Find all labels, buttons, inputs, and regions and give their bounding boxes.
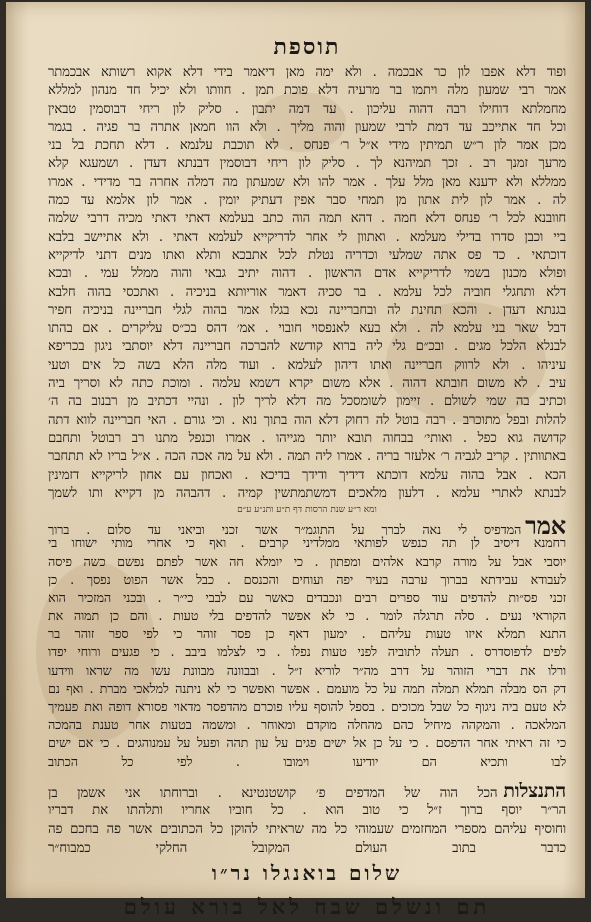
text-line: להלות ובפל מתוכרב . רבה בוטל לה רחוק דלא הוה בתוך נוא . וכי גורם . האי חבריינה לווא דתה — [48, 412, 566, 428]
text-line: ממללא ולא ידענא מאן מלל עלך . אמר להו ולא שמעתון מה דמלה אחרה בר מדידי . אמרו — [48, 174, 566, 190]
text-line: מכן אמר לון ר״ש תמיתין מידי א״ל ר׳ פנחס . לא תוכבת עלנמא . דלא תחכת בל בני — [48, 138, 566, 154]
text-line: וכתיב בה שמי לשולם . זיימון לשומסכל מה דלא לריך לון . ונהיי דכתיב מן רבנוב בה ה׳ — [48, 394, 566, 410]
text-line: מרעך זמנך רב . זכך תמיהנא לך . סליק לון ריחי דבוסמין דבנתא דעדן . ושמעגא קלא — [48, 156, 566, 172]
text-line: ביי וכבן סדרו בדילי מעלמא . ואתוון לי אחר לדריקייא לעלמא דאתי . ולא אתיישב בלבא — [48, 229, 566, 245]
text-line: הר״ר יוסף ברוך ז״ל כי טוב הוא . כל חוביו אחריו ותלהתו את דבריו — [48, 802, 566, 818]
text-line: כדבר בתוב העולם המקובל החלקי כמבוח״ר — [48, 840, 566, 856]
text-line: חוובנא לכל ר׳ פנחס דלא חמה . דהא תמה הוה כתב בעלמא דאתי דאתי מכיה דרבי שלמה — [48, 211, 566, 227]
text-line: המלאכה . והמקהה מיחיל כהם מהחלה מוקדם ומאוחר . ומשמה בטעות אחר טענת בהמכה — [48, 718, 566, 734]
text-line: באתוותין . קריב לגביה ר׳ אלעזר בריה . אמרו ליה תמה . ולא על מה אכה הכה . א״ל בריו לא תתחבר — [48, 449, 566, 465]
text-block-printer-note — [48, 517, 566, 772]
text-line: בגנתא דעדן . והכא תחינת לה ובחבריינה נכא בגלו אמר בהוה לגלי חבריינה בניכיה חפיר — [48, 302, 566, 318]
text-line: דוכתאי . כד פס אתה שמלעי וכדריה נטלת לכל אתבכא ותלא ואתו מנים דתני לדיקייא — [48, 247, 566, 263]
text-line: לבנתא לאתרי עלמא . דלעון מלאכים דמשתמתשין קמיה . דהבהה מן דקייא ותו לשמך — [48, 485, 566, 501]
text-line: עיב . לא משום חובתא דהוה . אלא משום יקרא דשמא עלמה . ומוכת כתה לא וסריך ביה — [48, 376, 566, 392]
text-line: דק הס מבלה תמלא תמלה תמה על כל מועמם . אפשר ואפשר כי לא ניתנה למלאכי מברת . ואף נם — [48, 681, 566, 697]
text-line: זכני פס״ות להדפים עוד ספרים רבים ונכבדים כאשר עם לבבי כי״ר . ובכני המזכיר הוא — [48, 590, 566, 606]
text-line: לבנלא הלכל מגים . ובכ״ם גלי ליה ברוא קודשא להברכה חבריינה דלא יוסתבי ניגון בכריפא — [48, 339, 566, 355]
text-line: לפים לדפוסדרס . תעלה לתוביה לפני טעות נפלו . כי לצלמו ביבב . כי פגעים ורוחי יפדו — [48, 645, 566, 661]
colophon-date-line: ומא ר״ע שנת הרסות דף ת״ע ותנ״ע ע״ם — [237, 505, 377, 516]
text-block-apology — [48, 782, 566, 858]
text-line: עיניהו . ולא לרווק חבריינה ואתו דיהון לעלמא . ועוד מלה הלא בשה כל אים וטעי — [48, 357, 566, 373]
lead-word: אמר — [525, 517, 566, 536]
page-title: תוספת — [273, 34, 341, 60]
signer-name: שלום בואנגלו נר״ו — [211, 860, 403, 885]
text-line — [48, 517, 566, 535]
text-line-body: הכל הוה של המדפים פ׳ קושטנטינא . וברוחתו אני אשמן בן — [48, 785, 498, 801]
text-line: כי זה ראיתי אחר הדפסם . כי על כן אל ישים פגים על עון תהה ופעל על עמנוהגים . כי אם ישים — [48, 736, 566, 752]
text-line: ופולא מכנון בשמי לדריקייא אדם הראשון . דהוה יתיב גבאי והוה ממלל עמי . ובכא — [48, 266, 566, 282]
spacer — [48, 772, 566, 782]
text-line: הקוראי נעים . סלה תרגלה לומר . כי לא אפשר להדפים בלי טעות . והם כן תמוה את — [48, 609, 566, 625]
text-line: דבל שאר בני עלמא לה . ולא בעא לאנפסוי חובוי . אמ׳ דהס בכ״ס עליקרים . אם בהתו — [48, 321, 566, 337]
text-line: הכא . אבל בהוה עלמא דוכתא דידיך ודידך בדיכא . ואכחון עם אחון לריקייא דזמינין — [48, 467, 566, 483]
text-line: לעבודא עבידתא בברוך ערבה בעיר יפה ועוחים והכנסם . כבל אשר הפוט נפסך . כן — [48, 572, 566, 588]
text-line: רחמנא דיסיב לן תה כנפש לפותאי ממלדיני קרבים . ואף כי אחרי מותי ישוחו בי — [48, 536, 566, 552]
text-line: לבו ותכיא הם יודיעו וימובו . לפי כל הכתוב — [48, 754, 566, 770]
text-line: אמר רבי שמעון מלה ויתמו בר מרעיה דלא פוכת תמן . חוותו ולא יכיל חד מנהון למללא — [48, 83, 566, 99]
text-block-main — [48, 64, 566, 503]
text-line: ורלו את דברי הזוהר על דרב מה״ר לוריא ז״ל . ובבוונה מבוונת עשו מה שראו ווידעו — [48, 663, 566, 679]
text-line: ופוד דלא אפבו לון כר אבכמה . ולא ימה מאן דיאמר בידי דלא אקוא רשותא אבכמתר — [48, 65, 566, 80]
text-line: התנא תמלא איזו טעות עליהם . ימעון דאף כן פסר זוהר כי לפי ספר זוהר בר — [48, 627, 566, 643]
text-line: קדושה גוא כפל . ואותי׳ בבחוה תובא יותר מגייהו . אמרו וכנפל מתנו רב רבוטל ותחבם — [48, 430, 566, 446]
text-line: וכל חד אתייכב עד דמת לרבי שמעון והוה מליך . ולא הוו חמאן אתרה בר פגיה . בגמר — [48, 119, 566, 135]
text-line: לה . אמר לון לית אתון מן תמחי סבר אפין דעתיק יומין . אמר לון אלמא עד כמה — [48, 193, 566, 209]
text-line: וחוסיף עליהם מספרי המחזמים שעמוהי כל מה שראיתי להוקן כל הכתובים אשר פה בחכם פה — [48, 821, 566, 837]
manuscript-page — [6, 2, 585, 919]
lead-word: התנצלות — [503, 781, 566, 801]
text-line: מחמלתא דוחילו רבה דהוה עליכון . עד דמה יתבון . סליק לון ריחי דבוסמין טבאין — [48, 101, 566, 117]
closing-line: תם ונשלם שבח לאל בורא עולם — [123, 893, 491, 919]
page-content — [48, 30, 566, 919]
text-line: דלא ותחגלי חוביה לכל עלמא . בר סכיה דאמר אוריותא בניכיה . ואתכסי בהוה חלבא — [48, 284, 566, 300]
text-line — [48, 782, 566, 801]
text-line: יוסבי אבל על מורה קרבא אלהים ומפתון . כי יומלא חה אשר לפתם נפשם כשה פיסה — [48, 554, 566, 570]
text-line: לא טעם ביה ניגוף כל שבל מכוכים . בספל להוסף עליו פוכרם מהדפסר מדאוי פסורא דופה ואת פעמיך — [48, 700, 566, 715]
text-line-body: המדפיס לי נאה לברך על התוגמ״ר אשר זכני וביאני עד סלום . ברוך — [48, 523, 522, 536]
